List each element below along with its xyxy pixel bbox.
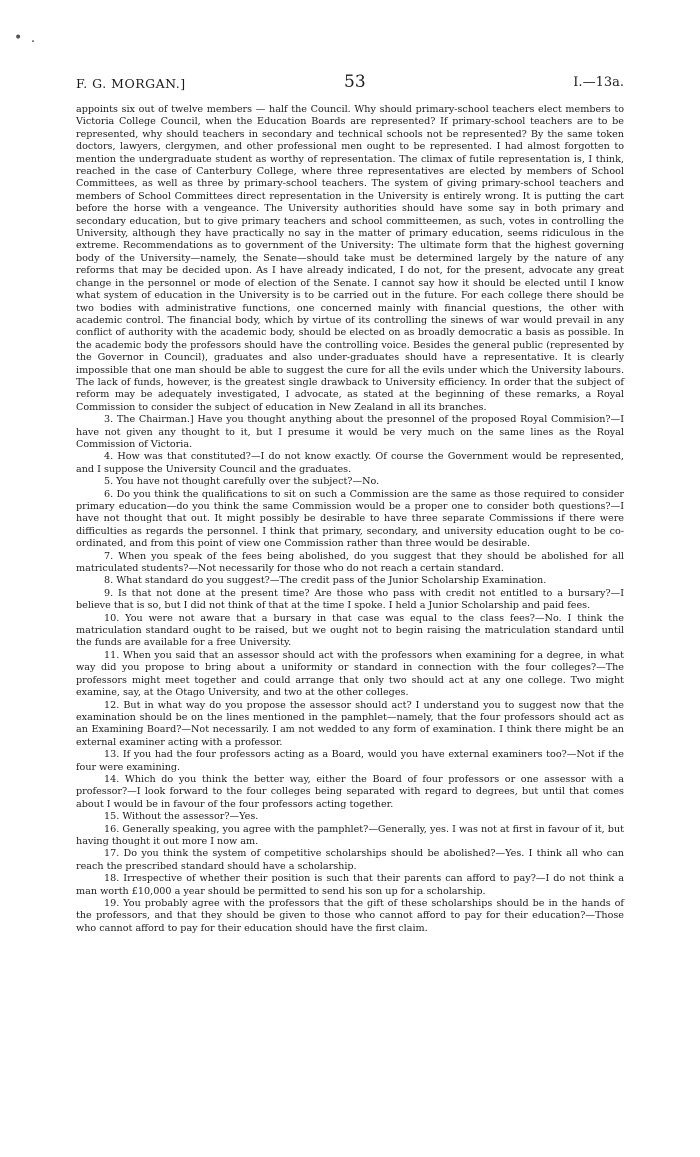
question-13: 13. If you had the four professors acting as a Board, would you have external examiners too?—Not if the four were examining. <box>76 749 624 773</box>
question-9: 9. Is that not done at the present time? Are those who pass with credit not entitled to a bursary?—I believe that is so, but I did not think of that at the time I spoke. I held a Junior Scholarship and paid fees. <box>76 587 624 612</box>
question-5: 5. You have not thought carefully over the subject?—No. <box>104 476 380 488</box>
question-15: 15. Without the assessor?—Yes. <box>104 811 259 823</box>
header-witness: F. G. MORGAN.] <box>76 76 186 91</box>
question-7: 7. When you speak of the fees being abolished, do you suggest that they should be abolished for all matriculated students?—Not necessarily for those who do not reach a certain standard. <box>76 550 624 575</box>
question-11: 11. When you said that an assessor should act with the professors when examining for a degree, in what way did you propose to bring about a uniformity or standard in connection with the four colleges?—The professors might meet together and could arrange that only two should act at any one college. Two might examine, say, at the Otago University, and two at the other colleges. <box>76 649 624 699</box>
question-18: 18. Irrespective of whether their position is such that their parents can afford to pay?—I do not think a man worth £10,000 a year should be permitted to send his son up for a scholarship. <box>76 873 624 897</box>
question-10: 10. You were not aware that a bursary in that case was equal to the class fees?—No. I think the matriculation standard ought to be raised, but we ought not to begin raising the matriculation standard until the funds are available for a free University. <box>76 612 624 649</box>
question-16: 16. Generally speaking, you agree with the pamphlet?—Generally, yes. I was not at first in favour of it, but having thought it out more I now am. <box>76 823 624 847</box>
paper-reference: I.—13a. <box>573 75 624 90</box>
paragraph-continued: appoints six out of twelve members — half the Council. Why should primary-school teachers elect members to Victoria College Council, when the Education Boards are represented? If primary-school teachers are to be represented, why should teachers in secondary and technical schools not be represented? By the same token doctors, lawyers, clergymen, and other professional men ought to be represented. I had almost forgotten to mention the undergraduate student as worthy of representation. The climax of futile representation is, I think, reached in the case of Canterbury College, where three representatives are elected by members of School Committees, as well as three by primary-school teachers. The system of giving primary-school teachers and members of School Committees direct representation in the University is entirely wrong. It is putting the cart before the horse with a vengeance. The University authorities should have some say in both primary and secondary education, but to give primary teachers and school committeemen, as such, votes in controlling the University, although they have practically no say in the matter of primary education, seems ridiculous in the extreme. Recommendations as to government of the University: The ultimate form that the highest governing body of the University—namely, the Senate—should take must be determined largely by the nature of any reforms that may be decided upon. As I have already indicated, I do not, for the present, advocate any great change in the personnel or mode of election of the Senate. I cannot say how it should be elected until I know what system of education in the University is to be carried out in the future. For each college there should be two bodies with administrative functions, one concerned mainly with financial questions, the other with academic control. The financial body, which by virtue of its controlling the sinews of war would prevail in any conflict of authority with the academic body, should be elected on as broadly democratic a basis as possible. In the academic body the professors should have the controlling voice. Besides the general public (represented by the Governor in Council), graduates and also under-graduates should have a representative. It is clearly impossible that one man should be able to suggest the cure for all the evils under which the University labours. The lack of funds, however, is the greatest single drawback to University efficiency. In order that the subject of reform may be adequately investigated, I advocate, as stated at the beginning of these remarks, a Royal Commission to consider the subject of education in New Zealand in all its branches. <box>76 104 624 413</box>
corner-mark: • . <box>14 30 38 46</box>
question-14: 14. Which do you think the better way, either the Board of four professors or one assessor with a professor?—I look forward to the four colleges being separated with regard to degrees, but until that comes about I would be in favour of the four professors acting together. <box>76 773 624 810</box>
question-8: 8. What standard do you suggest?—The credit pass of the Junior Scholarship Examination. <box>104 575 547 587</box>
body-text <box>76 104 624 935</box>
question-6: 6. Do you think the qualifications to sit on such a Commission are the same as those required to consider primary education—do you think the same Commission would be a proper one to consider both questions?—I have not thought that out. It might possibly be desirable to have three separate Commissions if there were difficulties as regards the personnel. I think that primary, secondary, and university education ought to be co-ordinated, and from this point of view one Commission rather than three would be desirable. <box>76 488 624 550</box>
question-17: 17. Do you think the system of competitive scholarships should be abolished?—Yes. I think all who can reach the prescribed standard should have a scholarship. <box>76 848 624 872</box>
page-number: 53 <box>344 72 366 92</box>
question-3: 3. The Chairman.] Have you thought anything about the presonnel of the proposed Royal Commision?—I have not given any thought to it, but I presume it would be very much on the same lines as the Royal Commission of Victoria. <box>76 414 624 450</box>
question-4: 4. How was that constituted?—I do not know exactly. Of course the Government would be represented, and I suppose the University Council and the graduates. <box>76 451 624 475</box>
question-12: 12. But in what way do you propose the assessor should act? I understand you to suggest now that the examination should be on the lines mentioned in the pamphlet—namely, that the four professors should act as an Examining Board?—Not necessarily. I am not wedded to any form of examination. I think there might be an external examiner acting with a professor. <box>76 699 624 748</box>
page-header <box>76 72 624 96</box>
question-19: 19. You probably agree with the professors that the gift of these scholarships should be in the hands of the professors, and that they should be given to those who cannot afford to pay for their education?—Those who cannot afford to pay for their education should have the first claim. <box>76 898 624 934</box>
